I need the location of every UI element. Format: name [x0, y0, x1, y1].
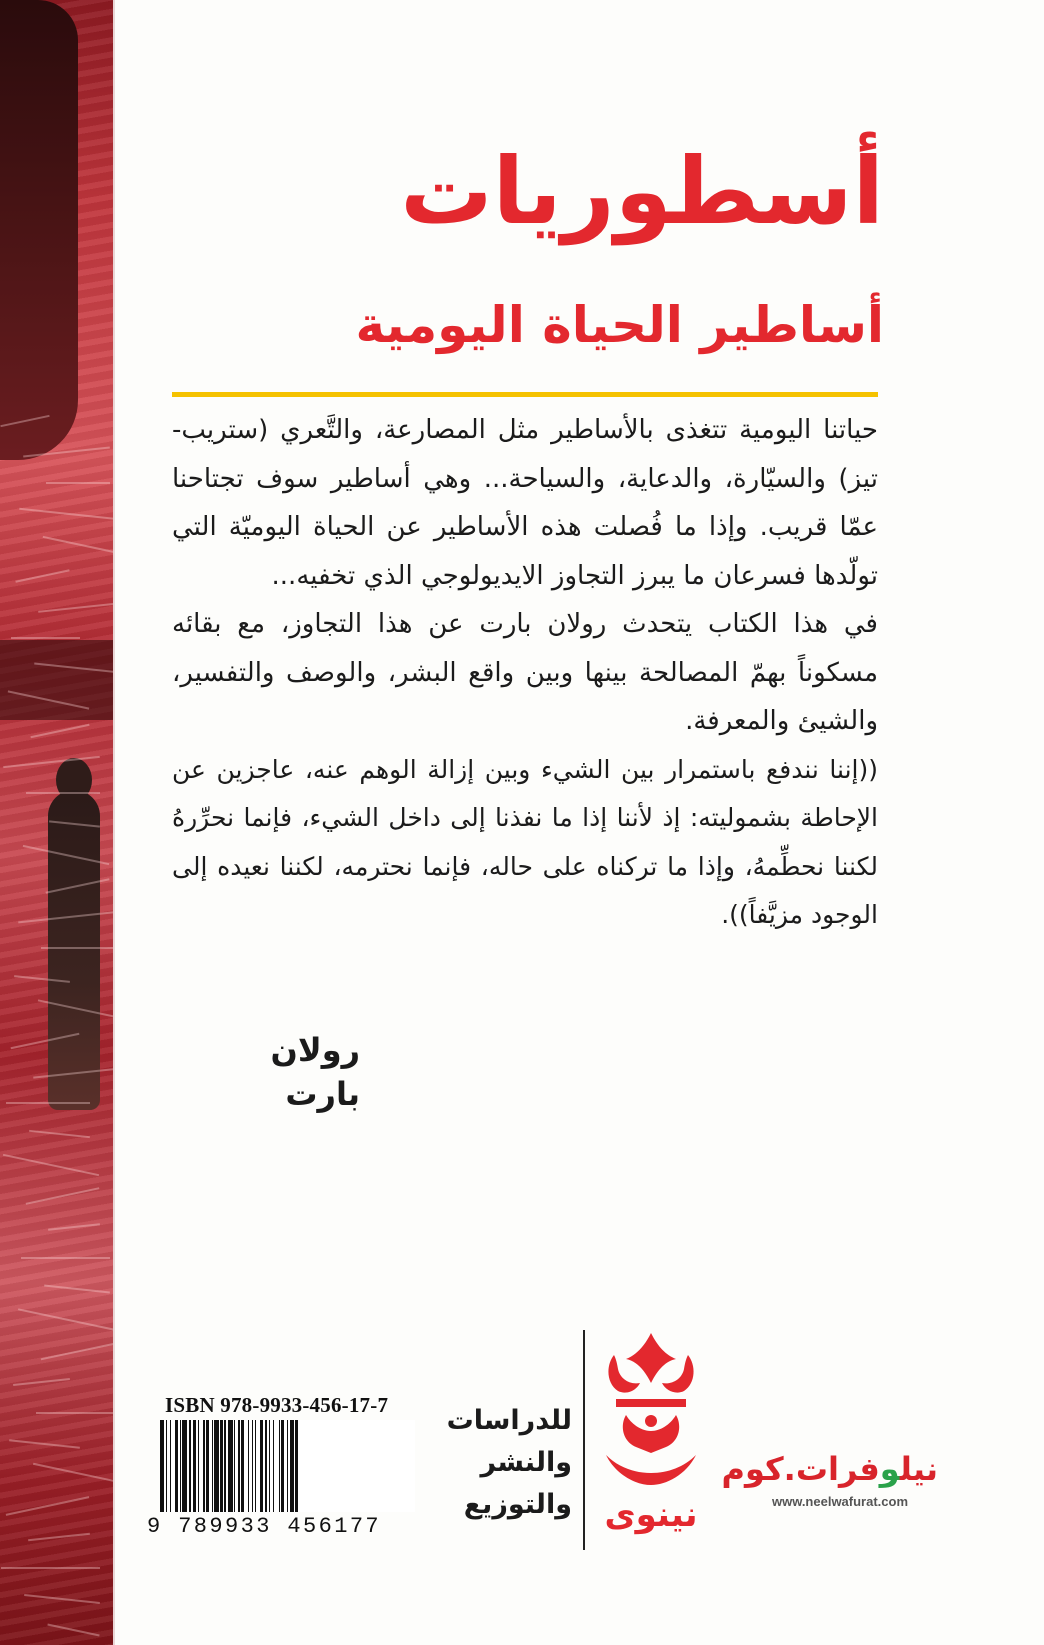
website-name-part-1: نيل [899, 1450, 938, 1488]
barcode-gap [298, 1420, 299, 1512]
barcode-digits: 9 789933 456177 [147, 1514, 382, 1539]
publisher-name: نينوى [604, 1495, 698, 1535]
dark-band [0, 640, 113, 720]
strip-scribble [36, 1412, 113, 1414]
strip-scribble [41, 1342, 113, 1361]
blurb-quote: ((إننا نندفع باستمرار بين الشيء وبين إزالة الوهم عنه، عاجزين عن الإحاطة بشموليته: إذ لأننا إذا ما نفذنا إلى داخل الشيء، فإنما نحرِّرهُ لكننا نحطِّمهُ، وإذا ما تركناه على حاله، فإنما نحترمه، لكننا نعيده إلى الوجود مزيَّفاً)). [172, 754, 878, 929]
strip-scribble [48, 1223, 100, 1230]
strip-scribble [9, 1439, 80, 1448]
strip-scribble [13, 1378, 70, 1386]
website-name [721, 1450, 938, 1488]
barcode [160, 1420, 415, 1512]
strip-scribble [29, 1130, 90, 1138]
strip-scribble [24, 1594, 100, 1604]
publisher-tagline-line-2: والنشر [480, 1447, 572, 1478]
strip-scribble [43, 536, 113, 554]
strip-scribble [11, 637, 80, 639]
blurb-paragraph-2: في هذا الكتاب يتحدث رولان بارت عن هذا التجاوز، مع بقائه مسكوناً بهمّ المصالحة بينها وبين واقع البشر، والوصف والتفسير، والشيئ والمعرفة. [172, 609, 878, 736]
publisher-divider [583, 1330, 585, 1550]
strip-scribble [3, 1154, 99, 1176]
strip-scribble [19, 508, 113, 521]
publisher-logo-icon [596, 1325, 706, 1505]
strip-edge [113, 0, 115, 1645]
strip-scribble [46, 482, 110, 484]
website-name-part-3: فرات.كوم [721, 1450, 880, 1488]
strip-scribble [30, 724, 89, 738]
publisher-tagline-line-1: للدراسات [446, 1405, 572, 1436]
figure-silhouette-top [0, 0, 78, 460]
strip-scribble [41, 947, 113, 949]
isbn-label: ISBN 978-9933-456-17-7 [165, 1393, 389, 1417]
strip-scribble [1, 1567, 100, 1569]
figure-silhouette-man [48, 790, 100, 1110]
website-url: www.neelwafurat.com [771, 1494, 909, 1509]
website-name-part-2: و [879, 1450, 900, 1488]
strip-scribble [47, 1624, 99, 1637]
strip-scribble [26, 792, 100, 794]
book-title: أسطوريات [400, 138, 884, 245]
strip-scribble [21, 1257, 110, 1259]
blurb [172, 406, 878, 940]
strip-scribble [18, 1308, 113, 1331]
cover-art-strip [0, 0, 113, 1645]
strip-scribble [6, 1102, 90, 1104]
strip-scribble [38, 601, 113, 613]
strip-scribble [26, 1187, 100, 1205]
strip-scribble [33, 1463, 113, 1487]
strip-scribble [28, 1533, 90, 1541]
blurb-paragraph-1: حياتنا اليومية تتغذى بالأساطير مثل المصارعة، والتَّعري (ستريب- تيز) والسيّارة، والدعاية، والسياحة... وهي أساطير سوف تجتاحنا عمّا قريب. وإذا ما فُصلت هذه الأساطير عن الحياة اليوميّة التي تولّدها فسرعان ما يبرز التجاوز الايديولوجي الذي تخفيه... [172, 415, 878, 591]
publisher-tagline [430, 1400, 572, 1526]
strip-scribble [44, 1285, 110, 1294]
strip-scribble [6, 1496, 90, 1516]
book-subtitle: أساطير الحياة اليومية [355, 296, 884, 354]
author-signature: رولان بارت [270, 1031, 360, 1113]
yellow-divider [172, 392, 878, 397]
strip-scribble [15, 569, 69, 582]
publisher-tagline-line-3: والتوزيع [463, 1489, 572, 1520]
